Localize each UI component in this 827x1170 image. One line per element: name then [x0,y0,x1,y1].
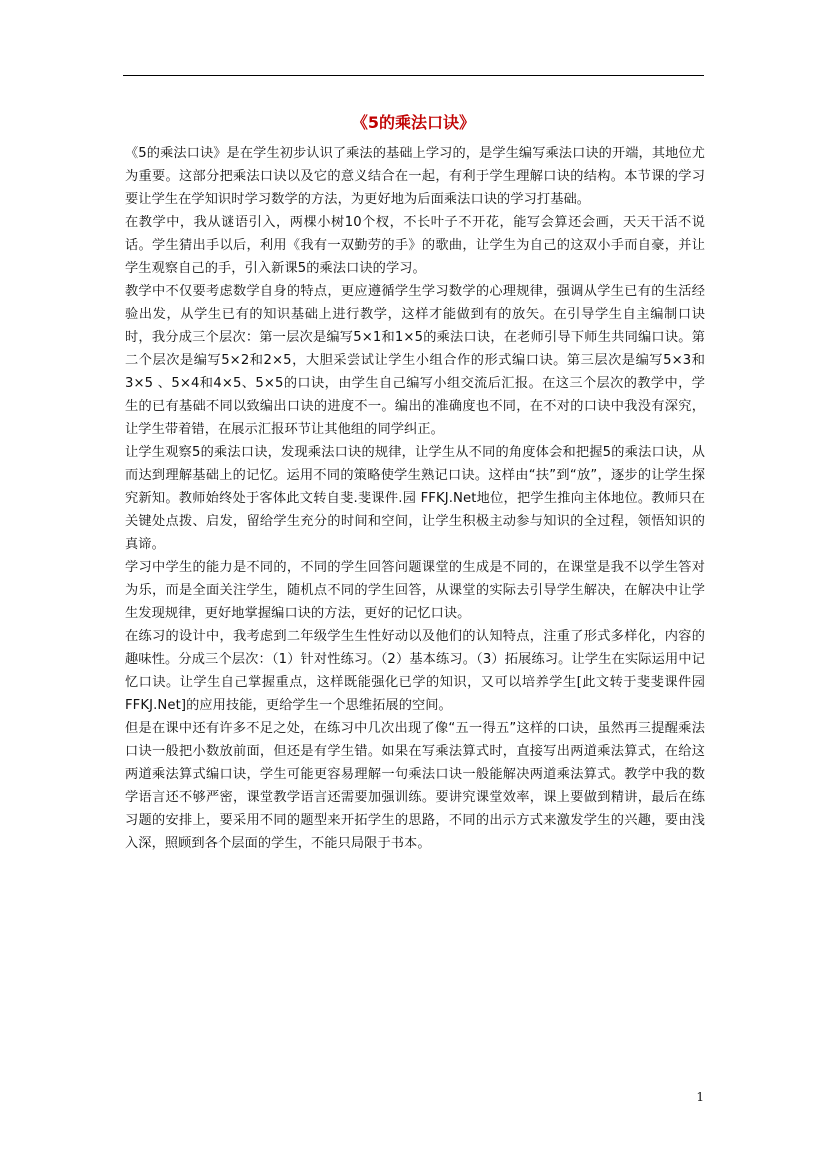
document-title: 《5的乘法口诀》 [351,113,476,132]
paragraph: 在教学中，我从谜语引入，两棵小树10个杈，不长叶子不开花，能写会算还会画，天天干活不说话。学生猜出手以后，利用《我有一双勤劳的手》的歌曲，让学生为自己的这双小手而自豪，并让学生观察自己的手，引入新课5的乘法口诀的学习。 [125,215,705,276]
paragraph: 《5的乘法口诀》是在学生初步认识了乘法的基础上学习的，是学生编写乘法口诀的开端，其地位尤为重要。这部分把乘法口诀以及它的意义结合在一起，有利于学生理解口诀的结构。本节课的学习要让学生在学知识时学习数学的方法，为更好地为后面乘法口诀的学习打基础。 [125,146,705,207]
page-number: 1 [696,1090,704,1104]
paragraph: 学习中学生的能力是不同的，不同的学生回答问题课堂的生成是不同的，在课堂是我不以学生答对为乐，而是全面关注学生，随机点不同的学生回答，从课堂的实际去引导学生解决，在解决中让学生发现规律，更好地掌握编口诀的方法，更好的记忆口诀。 [125,560,705,621]
paragraph: 教学中不仅要考虑数学自身的特点，更应遵循学生学习数学的心理规律，强调从学生已有的生活经验出发，从学生已有的知识基础上进行教学，这样才能做到有的放矢。在引导学生自主编制口诀时，我分成三个层次：第一层次是编写5×1和1×5的乘法口诀，在老师引导下师生共同编口诀。第二个层次是编写5×2和2×5，大胆采尝试让学生小组合作的形式编口诀。第三层次是编写5×3和3×5 、5×4和4×5、5×5的口诀，由学生自己编写小组交流后汇报。在这三个层次的教学中，学生的已有基础不同以致编出口诀的进度不一。编出的准确度也不同，在不对的口诀中我没有深究，让学生带着错，在展示汇报环节让其他组的同学纠正。 [125,284,705,437]
document-body [125,142,705,855]
header-rule [123,75,704,76]
paragraph: 但是在课中还有许多不足之处，在练习中几次出现了像“五一得五”这样的口诀，虽然再三提醒乘法口诀一般把小数放前面，但还是有学生错。如果在写乘法算式时，直接写出两道乘法算式，在给这两道乘法算式编口诀，学生可能更容易理解一句乘法口诀一般能解决两道乘法算式。教学中我的数学语言还不够严密，课堂教学语言还需要加强训练。要讲究课堂效率，课上要做到精讲，最后在练习题的安排上，要采用不同的题型来开拓学生的思路，不同的出示方式来激发学生的兴趣，要由浅入深，照顾到各个层面的学生，不能只局限于书本。 [125,721,705,851]
paragraph: 让学生观察5的乘法口诀，发现乘法口诀的规律，让学生从不同的角度体会和把握5的乘法口诀，从而达到理解基础上的记忆。运用不同的策略使学生熟记口诀。这样由“扶”到“放”，逐步的让学生探究新知。教师始终处于客体此文转自斐.斐课件.园 FFKJ.Net地位，把学生推向主体地位。教师只在关键处点拨、启发，留给学生充分的时间和空间，让学生积极主动参与知识的全过程，领悟知识的真谛。 [125,445,705,552]
paragraph: 在练习的设计中，我考虑到二年级学生生性好动以及他们的认知特点，注重了形式多样化，内容的趣味性。分成三个层次：（1）针对性练习。（2）基本练习。（3）拓展练习。让学生在实际运用中记忆口诀。让学生自己掌握重点，这样既能强化已学的知识，又可以培养学生[此文转于斐斐课件园 FFKJ.Net]的应用技能，更给学生一个思维拓展的空间。 [125,629,705,713]
